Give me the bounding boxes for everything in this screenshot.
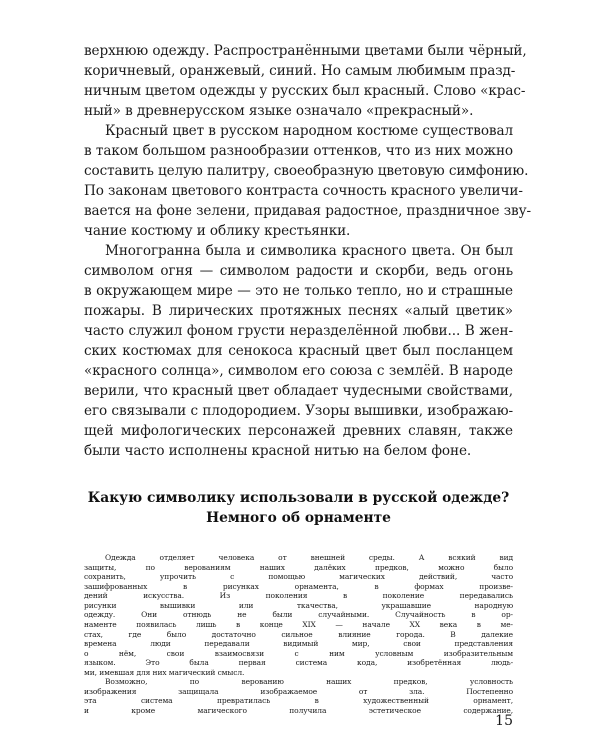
paragraph-line: ми, имевшая для них магический смысл. <box>84 667 245 677</box>
paragraph-line: и кроме магического получила эстетическое содержание, <box>84 706 513 715</box>
paragraph-line: стах, где было достаточно сильное влияние города. В далекие <box>84 629 513 639</box>
paragraph-line: в таком большом разнообразии оттенков, что из них можно <box>84 143 513 159</box>
paragraph-line: Возможно, по верованию наших предков, условность <box>105 677 513 687</box>
paragraph-line: его связывали с плодородием. Узоры вышивки, изображаю- <box>84 403 513 419</box>
paragraph-line: По законам цветового контраста сочность красного увеличи- <box>84 183 523 199</box>
paragraph-line: щей мифологических персонажей древних славян, также <box>84 423 513 439</box>
paragraph-line: языком. Это была первая система кода, изобретённая людь- <box>84 658 513 668</box>
paragraph-line: ских костюмах для сенокоса красный цвет был посланцем <box>84 343 513 359</box>
paragraph-line: Красный цвет в русском народном костюме существовал <box>105 123 513 139</box>
section-heading: Немного об орнаменте <box>206 510 391 526</box>
paragraph-line: Одежда отделяет человека от внешней среды. А всякий вид <box>105 553 513 562</box>
paragraph-line: «красного солнца», символом его союза с землёй. В народе <box>84 363 513 379</box>
paragraph-line: о нём, свои взаимосвязи с ним условным изобразительным <box>84 648 513 658</box>
paragraph-line: вается на фоне зелени, придавая радостное, праздничное зву- <box>84 203 531 219</box>
paragraph-line: рисунки вышивки или ткачества, украшавшие народную <box>84 600 513 610</box>
paragraph-line: ничным цветом одежды у русских был красный. Слово «крас- <box>84 83 526 99</box>
paragraph-line: пожары. В лирических протяжных песнях «алый цветик» <box>84 303 513 319</box>
paragraph-line: символом огня — символом радости и скорби, ведь огонь <box>84 263 513 279</box>
page-number: 15 <box>495 713 513 729</box>
paragraph-line: коричневый, оранжевый, синий. Но самым любимым празд- <box>84 63 516 79</box>
paragraph-line: дений искусства. Из поколения в поколение передавались <box>84 591 513 601</box>
paragraph-line: эта система превратилась в художественный орнамент, <box>84 696 513 706</box>
paragraph-line: изображения защищала изображаемое от зла. Постепенно <box>84 686 513 696</box>
paragraph-line: сохранить, упрочить с помощью магических действий, часто <box>84 572 513 582</box>
paragraph-line: одежду. Они отнюдь не были случайными. Случайность в ор- <box>84 610 513 620</box>
paragraph-line: верхнюю одежду. Распространёнными цветами были чёрный, <box>84 43 527 59</box>
paragraph-line: верили, что красный цвет обладает чудесными свойствами, <box>84 383 513 399</box>
paragraph-line: составить целую палитру, своеобразную цветовую симфонию. <box>84 163 529 179</box>
paragraph-line: защиты, по верованиям наших далёких предков, можно было <box>84 562 513 572</box>
paragraph-line: чание костюму и облику крестьянки. <box>84 223 351 239</box>
paragraph-line: наменте появилась лишь в конце XIX — начале XX века в ме- <box>84 619 513 629</box>
paragraph-line: Многогранна была и символика красного цвета. Он был <box>105 243 513 259</box>
paragraph-line: ный» в древнерусском языке означало «прекрасный». <box>84 103 474 119</box>
paragraph-line: времена люди передавали видимый мир, свои представления <box>84 639 513 649</box>
paragraph-line: часто служил фоном грусти неразделённой любви... В жен- <box>84 323 513 339</box>
paragraph-line: были часто исполнены красной нитью на белом фоне. <box>84 443 472 459</box>
section-heading: Какую символику использовали в русской одежде? <box>87 490 510 506</box>
paragraph-line: в окружающем мире — это не только тепло, но и страшные <box>84 283 513 299</box>
paragraph-line: зашифрованных в рисунках орнамента, в формах произве- <box>84 581 513 591</box>
